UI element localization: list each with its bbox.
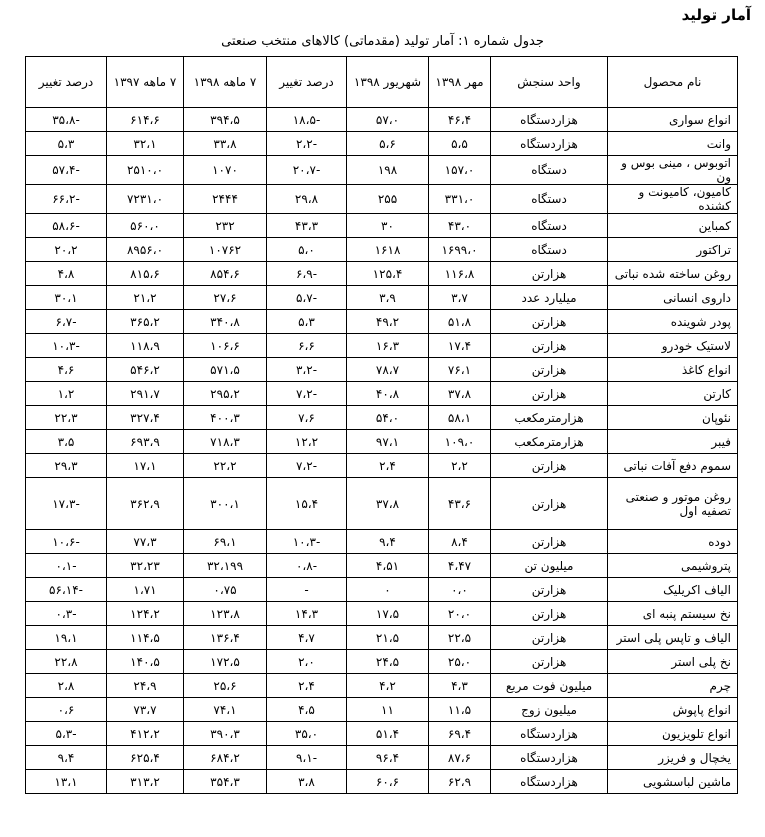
cell-product-name: داروی انسانی: [608, 286, 738, 310]
cell-product-name: تراکتور: [608, 238, 738, 262]
cell-change-percent: ۴،۵: [267, 698, 347, 722]
cell-unit: میلیون فوت مربع: [491, 674, 608, 698]
cell-change-percent-yearly: -۱۰،۳: [26, 334, 107, 358]
cell-7month-1398: ۲۷،۶: [184, 286, 267, 310]
cell-product-name: نخ پلی استر: [608, 650, 738, 674]
cell-change-percent: -۳،۲: [267, 358, 347, 382]
cell-change-percent-yearly: ۳۰،۱: [26, 286, 107, 310]
table-row: [26, 132, 738, 156]
cell-7month-1397: ۵۶۰،۰: [107, 214, 184, 238]
cell-product-name: انواع پاپوش: [608, 698, 738, 722]
cell-shahrivar-1398: ۶۰،۶: [347, 770, 429, 794]
cell-7month-1398: ۱۰۷۶۲: [184, 238, 267, 262]
cell-7month-1397: ۱۴۰،۵: [107, 650, 184, 674]
cell-product-name: کامیون، کامیونت و کشنده: [608, 185, 738, 214]
cell-unit: میلیون زوج: [491, 698, 608, 722]
table-row: [26, 358, 738, 382]
cell-change-percent-yearly: -۵۸،۶: [26, 214, 107, 238]
cell-change-percent-yearly: ۲۹،۳: [26, 454, 107, 478]
table-row: [26, 602, 738, 626]
cell-change-percent: ۲،۰: [267, 650, 347, 674]
header-7month-1398: ۷ ماهه ۱۳۹۸: [184, 57, 267, 108]
cell-7month-1397: ۳۲۷،۴: [107, 406, 184, 430]
table-row: [26, 478, 738, 530]
cell-shahrivar-1398: ۴۹،۲: [347, 310, 429, 334]
cell-change-percent-yearly: -۵۷،۴: [26, 156, 107, 185]
cell-mehr-1398: ۶۹،۴: [429, 722, 491, 746]
cell-shahrivar-1398: ۲۴،۵: [347, 650, 429, 674]
cell-product-name: لاستیک خودرو: [608, 334, 738, 358]
table-row: [26, 650, 738, 674]
cell-change-percent-yearly: -۵،۳: [26, 722, 107, 746]
cell-shahrivar-1398: ۳۰: [347, 214, 429, 238]
cell-change-percent: ۱۴،۳: [267, 602, 347, 626]
table-row: [26, 382, 738, 406]
cell-shahrivar-1398: ۱۷،۵: [347, 602, 429, 626]
cell-unit: هزاردستگاه: [491, 770, 608, 794]
cell-change-percent-yearly: ۵،۳: [26, 132, 107, 156]
cell-change-percent-yearly: -۶،۷: [26, 310, 107, 334]
cell-shahrivar-1398: ۱۶،۳: [347, 334, 429, 358]
cell-product-name: الیاف اکریلیک: [608, 578, 738, 602]
cell-7month-1397: ۱۲۴،۲: [107, 602, 184, 626]
cell-change-percent-yearly: -۳۵،۸: [26, 108, 107, 132]
cell-shahrivar-1398: ۱۲۵،۴: [347, 262, 429, 286]
cell-7month-1397: ۷۲۳۱،۰: [107, 185, 184, 214]
table-header-row: [26, 57, 738, 108]
cell-change-percent: ۵،۰: [267, 238, 347, 262]
cell-7month-1398: ۸۵۴،۶: [184, 262, 267, 286]
cell-change-percent: -۷،۲: [267, 382, 347, 406]
cell-7month-1398: ۱۲۳،۸: [184, 602, 267, 626]
cell-7month-1398: ۴۰۰،۳: [184, 406, 267, 430]
cell-shahrivar-1398: ۹۷،۱: [347, 430, 429, 454]
cell-7month-1398: ۱۳۶،۴: [184, 626, 267, 650]
cell-change-percent: -۱۸،۵: [267, 108, 347, 132]
cell-mehr-1398: ۱۱،۵: [429, 698, 491, 722]
cell-7month-1397: ۷۷،۳: [107, 530, 184, 554]
cell-mehr-1398: ۵۱،۸: [429, 310, 491, 334]
table-row: [26, 310, 738, 334]
cell-shahrivar-1398: ۲۵۵: [347, 185, 429, 214]
cell-mehr-1398: ۰،۰: [429, 578, 491, 602]
cell-7month-1397: ۱،۷۱: [107, 578, 184, 602]
cell-7month-1397: ۳۶۲،۹: [107, 478, 184, 530]
cell-product-name: نخ سیستم پنبه ای: [608, 602, 738, 626]
cell-shahrivar-1398: ۳۷،۸: [347, 478, 429, 530]
table-row: [26, 698, 738, 722]
cell-product-name: نئوپان: [608, 406, 738, 430]
cell-product-name: کمباین: [608, 214, 738, 238]
cell-product-name: دوده: [608, 530, 738, 554]
cell-shahrivar-1398: ۴۰،۸: [347, 382, 429, 406]
cell-mehr-1398: ۲۵،۰: [429, 650, 491, 674]
cell-7month-1398: ۲۴۴۴: [184, 185, 267, 214]
table-row: [26, 108, 738, 132]
cell-7month-1398: ۳۴۰،۸: [184, 310, 267, 334]
header-unit: واحد سنجش: [491, 57, 608, 108]
table-row: [26, 722, 738, 746]
cell-shahrivar-1398: ۵۷،۰: [347, 108, 429, 132]
cell-mehr-1398: ۵،۵: [429, 132, 491, 156]
cell-change-percent-yearly: ۱،۲: [26, 382, 107, 406]
cell-mehr-1398: ۱۰۹،۰: [429, 430, 491, 454]
cell-change-percent: ۳،۸: [267, 770, 347, 794]
cell-7month-1397: ۳۶۵،۲: [107, 310, 184, 334]
cell-change-percent-yearly: ۱۹،۱: [26, 626, 107, 650]
cell-7month-1398: ۷۴،۱: [184, 698, 267, 722]
header-7month-1397: ۷ ماهه ۱۳۹۷: [107, 57, 184, 108]
cell-change-percent-yearly: ۲۲،۳: [26, 406, 107, 430]
cell-change-percent: ۱۲،۲: [267, 430, 347, 454]
cell-change-percent-yearly: ۰،۶: [26, 698, 107, 722]
cell-mehr-1398: ۴،۴۷: [429, 554, 491, 578]
cell-7month-1397: ۲۹۱،۷: [107, 382, 184, 406]
cell-shahrivar-1398: ۵۱،۴: [347, 722, 429, 746]
cell-mehr-1398: ۳۷،۸: [429, 382, 491, 406]
cell-shahrivar-1398: ۷۸،۷: [347, 358, 429, 382]
cell-unit: هزارتن: [491, 578, 608, 602]
cell-shahrivar-1398: ۱۹۸: [347, 156, 429, 185]
cell-7month-1398: ۲۵،۶: [184, 674, 267, 698]
table-row: [26, 214, 738, 238]
cell-7month-1398: ۱۰۷۰: [184, 156, 267, 185]
cell-mehr-1398: ۸۷،۶: [429, 746, 491, 770]
cell-change-percent-yearly: ۴،۸: [26, 262, 107, 286]
cell-unit: هزارتن: [491, 334, 608, 358]
cell-7month-1397: ۲۵۱۰،۰: [107, 156, 184, 185]
cell-product-name: انواع سواری: [608, 108, 738, 132]
cell-change-percent: ۱۵،۴: [267, 478, 347, 530]
cell-7month-1398: ۱۰۶،۶: [184, 334, 267, 358]
cell-change-percent: -۰،۸: [267, 554, 347, 578]
cell-7month-1398: ۱۷۲،۵: [184, 650, 267, 674]
cell-change-percent: ۴،۷: [267, 626, 347, 650]
cell-mehr-1398: ۵۸،۱: [429, 406, 491, 430]
cell-mehr-1398: ۲۰،۰: [429, 602, 491, 626]
cell-change-percent-yearly: -۰،۱: [26, 554, 107, 578]
cell-mehr-1398: ۳،۷: [429, 286, 491, 310]
cell-7month-1398: ۳۰۰،۱: [184, 478, 267, 530]
cell-mehr-1398: ۱۷،۴: [429, 334, 491, 358]
cell-unit: هزارتن: [491, 650, 608, 674]
cell-unit: دستگاه: [491, 214, 608, 238]
cell-mehr-1398: ۳۳۱،۰: [429, 185, 491, 214]
cell-shahrivar-1398: ۹،۴: [347, 530, 429, 554]
production-statistics-table: [25, 56, 738, 794]
cell-shahrivar-1398: ۲،۴: [347, 454, 429, 478]
cell-mehr-1398: ۶۲،۹: [429, 770, 491, 794]
cell-product-name: پتروشیمی: [608, 554, 738, 578]
cell-unit: میلیون تن: [491, 554, 608, 578]
cell-change-percent: -۶،۹: [267, 262, 347, 286]
cell-7month-1397: ۸۱۵،۶: [107, 262, 184, 286]
cell-7month-1397: ۱۱۴،۵: [107, 626, 184, 650]
cell-change-percent-yearly: -۵۶،۱۴: [26, 578, 107, 602]
cell-change-percent: ۶،۶: [267, 334, 347, 358]
cell-shahrivar-1398: ۰: [347, 578, 429, 602]
table-row: [26, 626, 738, 650]
table-body: [26, 108, 738, 794]
header-shahrivar-1398: شهریور ۱۳۹۸: [347, 57, 429, 108]
cell-unit: هزارمترمکعب: [491, 406, 608, 430]
cell-unit: دستگاه: [491, 156, 608, 185]
cell-change-percent: -۹،۱: [267, 746, 347, 770]
cell-7month-1397: ۳۲،۱: [107, 132, 184, 156]
cell-shahrivar-1398: ۳،۹: [347, 286, 429, 310]
table-row: [26, 530, 738, 554]
cell-7month-1398: ۶۸۴،۲: [184, 746, 267, 770]
cell-product-name: چرم: [608, 674, 738, 698]
cell-unit: هزارتن: [491, 626, 608, 650]
cell-7month-1397: ۲۴،۹: [107, 674, 184, 698]
cell-change-percent-yearly: -۱۷،۳: [26, 478, 107, 530]
cell-7month-1398: ۳۹۴،۵: [184, 108, 267, 132]
cell-product-name: روغن موتور و صنعتی تصفیه اول: [608, 478, 738, 530]
cell-change-percent: ۳۵،۰: [267, 722, 347, 746]
cell-product-name: انواع کاغذ: [608, 358, 738, 382]
cell-change-percent: -۱۰،۳: [267, 530, 347, 554]
cell-change-percent: -۷،۲: [267, 454, 347, 478]
table-row: [26, 578, 738, 602]
table-row: [26, 334, 738, 358]
cell-7month-1397: ۴۱۲،۲: [107, 722, 184, 746]
cell-product-name: روغن ساخته شده نباتی: [608, 262, 738, 286]
cell-7month-1398: ۳۹۰،۳: [184, 722, 267, 746]
cell-change-percent: -۵،۷: [267, 286, 347, 310]
cell-7month-1397: ۶۹۳،۹: [107, 430, 184, 454]
cell-mehr-1398: ۲،۲: [429, 454, 491, 478]
cell-7month-1397: ۱۷،۱: [107, 454, 184, 478]
cell-change-percent-yearly: ۹،۴: [26, 746, 107, 770]
cell-7month-1397: ۵۴۶،۲: [107, 358, 184, 382]
cell-change-percent: -۲۰،۷: [267, 156, 347, 185]
cell-change-percent: ۲۹،۸: [267, 185, 347, 214]
table-row: [26, 286, 738, 310]
cell-mehr-1398: ۱۱۶،۸: [429, 262, 491, 286]
cell-product-name: اتوبوس ، مینی بوس و ون: [608, 156, 738, 185]
cell-unit: هزارتن: [491, 382, 608, 406]
cell-7month-1398: ۷۱۸،۳: [184, 430, 267, 454]
cell-change-percent-yearly: ۳،۵: [26, 430, 107, 454]
cell-unit: هزارتن: [491, 530, 608, 554]
cell-shahrivar-1398: ۵،۶: [347, 132, 429, 156]
cell-mehr-1398: ۱۶۹۹،۰: [429, 238, 491, 262]
cell-mehr-1398: ۸،۴: [429, 530, 491, 554]
cell-shahrivar-1398: ۴،۲: [347, 674, 429, 698]
cell-unit: هزاردستگاه: [491, 132, 608, 156]
header-change-percent: درصد تغییر: [267, 57, 347, 108]
cell-change-percent: ۲،۴: [267, 674, 347, 698]
cell-7month-1397: ۲۱،۲: [107, 286, 184, 310]
table-row: [26, 554, 738, 578]
cell-7month-1398: ۳۵۴،۳: [184, 770, 267, 794]
cell-7month-1398: ۶۹،۱: [184, 530, 267, 554]
table-row: [26, 430, 738, 454]
cell-shahrivar-1398: ۲۱،۵: [347, 626, 429, 650]
cell-change-percent-yearly: -۶۶،۲: [26, 185, 107, 214]
cell-unit: هزارتن: [491, 454, 608, 478]
cell-change-percent: ۵،۳: [267, 310, 347, 334]
cell-mehr-1398: ۷۶،۱: [429, 358, 491, 382]
cell-product-name: ماشین لباسشویی: [608, 770, 738, 794]
cell-change-percent-yearly: ۱۳،۱: [26, 770, 107, 794]
cell-change-percent-yearly: ۴،۶: [26, 358, 107, 382]
cell-change-percent: ۷،۶: [267, 406, 347, 430]
cell-change-percent: -: [267, 578, 347, 602]
cell-7month-1397: ۳۲،۲۳: [107, 554, 184, 578]
cell-product-name: پودر شوینده: [608, 310, 738, 334]
cell-shahrivar-1398: ۴،۵۱: [347, 554, 429, 578]
cell-mehr-1398: ۲۲،۵: [429, 626, 491, 650]
table-row: [26, 238, 738, 262]
cell-change-percent-yearly: ۲۰،۲: [26, 238, 107, 262]
cell-7month-1397: ۳۱۳،۲: [107, 770, 184, 794]
table-row: [26, 156, 738, 185]
cell-change-percent: -۲،۲: [267, 132, 347, 156]
cell-7month-1397: ۶۲۵،۴: [107, 746, 184, 770]
cell-7month-1397: ۸۹۵۶،۰: [107, 238, 184, 262]
cell-mehr-1398: ۴۶،۴: [429, 108, 491, 132]
cell-unit: هزارتن: [491, 478, 608, 530]
cell-unit: دستگاه: [491, 238, 608, 262]
cell-unit: هزارتن: [491, 602, 608, 626]
cell-7month-1397: ۱۱۸،۹: [107, 334, 184, 358]
page-heading: آمار تولید: [681, 6, 751, 24]
cell-product-name: الیاف و تاپس پلی استر: [608, 626, 738, 650]
cell-unit: هزاردستگاه: [491, 722, 608, 746]
cell-unit: میلیارد عدد: [491, 286, 608, 310]
table-row: [26, 406, 738, 430]
table-row: [26, 746, 738, 770]
table-row: [26, 262, 738, 286]
cell-change-percent-yearly: ۲۲،۸: [26, 650, 107, 674]
table-caption: جدول شماره ۱: آمار تولید (مقدماتی) کالاهای منتخب صنعتی: [221, 34, 544, 49]
cell-change-percent-yearly: -۱۰،۶: [26, 530, 107, 554]
table-row: [26, 674, 738, 698]
header-product-name: نام محصول: [608, 57, 738, 108]
cell-7month-1397: ۷۳،۷: [107, 698, 184, 722]
table-row: [26, 454, 738, 478]
cell-7month-1398: ۳۲،۱۹۹: [184, 554, 267, 578]
cell-mehr-1398: ۱۵۷،۰: [429, 156, 491, 185]
cell-7month-1398: ۲۲،۲: [184, 454, 267, 478]
cell-7month-1397: ۶۱۴،۶: [107, 108, 184, 132]
cell-change-percent-yearly: ۲،۸: [26, 674, 107, 698]
cell-product-name: یخچال و فریزر: [608, 746, 738, 770]
cell-product-name: کارتن: [608, 382, 738, 406]
cell-unit: هزارتن: [491, 262, 608, 286]
cell-unit: هزارتن: [491, 358, 608, 382]
cell-product-name: انواع تلویزیون: [608, 722, 738, 746]
cell-7month-1398: ۲۳۲: [184, 214, 267, 238]
cell-7month-1398: ۲۹۵،۲: [184, 382, 267, 406]
cell-shahrivar-1398: ۱۶۱۸: [347, 238, 429, 262]
cell-product-name: وانت: [608, 132, 738, 156]
cell-7month-1398: ۳۳،۸: [184, 132, 267, 156]
cell-unit: دستگاه: [491, 185, 608, 214]
cell-product-name: سموم دفع آفات نباتی: [608, 454, 738, 478]
cell-7month-1398: ۵۷۱،۵: [184, 358, 267, 382]
cell-unit: هزاردستگاه: [491, 108, 608, 132]
cell-7month-1398: ۰،۷۵: [184, 578, 267, 602]
cell-shahrivar-1398: ۹۶،۴: [347, 746, 429, 770]
cell-unit: هزارمترمکعب: [491, 430, 608, 454]
cell-product-name: فیبر: [608, 430, 738, 454]
cell-mehr-1398: ۴۳،۰: [429, 214, 491, 238]
cell-change-percent-yearly: -۰،۳: [26, 602, 107, 626]
header-mehr-1398: مهر ۱۳۹۸: [429, 57, 491, 108]
cell-shahrivar-1398: ۱۱: [347, 698, 429, 722]
cell-change-percent: ۴۳،۳: [267, 214, 347, 238]
cell-mehr-1398: ۴،۳: [429, 674, 491, 698]
cell-mehr-1398: ۴۳،۶: [429, 478, 491, 530]
table-row: [26, 185, 738, 214]
cell-unit: هزاردستگاه: [491, 746, 608, 770]
cell-shahrivar-1398: ۵۴،۰: [347, 406, 429, 430]
header-change-percent-yearly: درصد تغییر: [26, 57, 107, 108]
cell-unit: هزارتن: [491, 310, 608, 334]
table-row: [26, 770, 738, 794]
